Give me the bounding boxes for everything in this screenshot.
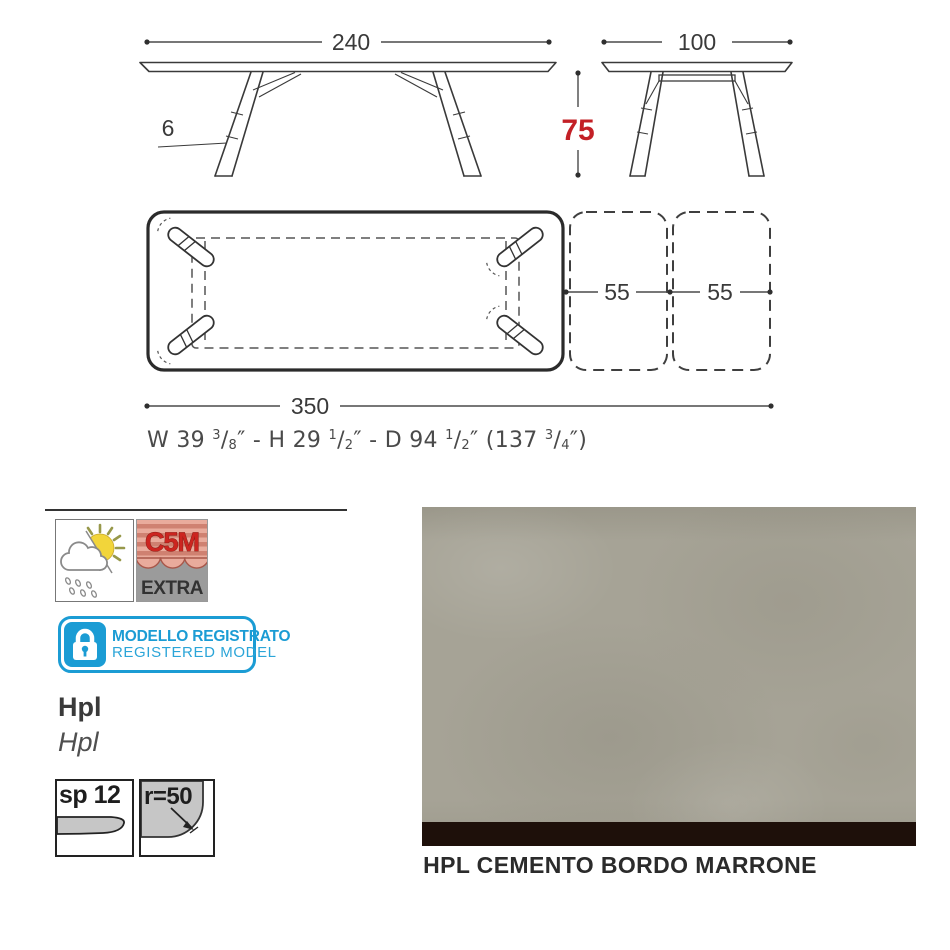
thickness-box: [55, 779, 134, 857]
lock-icon: [70, 628, 100, 662]
extension1-dim-label: 55: [604, 279, 630, 305]
height-dim-label: 75: [561, 114, 595, 147]
swatch-caption: HPL CEMENTO BORDO MARRONE: [423, 852, 817, 878]
extra-label: EXTRA: [141, 578, 203, 599]
registered-model-badge: [58, 616, 291, 673]
material-name-secondary: Hpl: [58, 727, 99, 757]
leg-thickness-dim-label: 6: [161, 115, 175, 141]
imperial-dimensions-text: W 39 $^3$/8″ - H 29 $^1$/2″ - D 94 $^1$/2″ (137 $^3$/4″): [147, 428, 588, 453]
corner-radius-box: [139, 779, 215, 857]
weather-resistance-box: [55, 519, 134, 602]
material-name-primary: Hpl: [58, 692, 102, 722]
c5m-corrosion-class-icon: [137, 520, 207, 601]
section-divider: [45, 509, 347, 511]
side-view-drawing: [601, 29, 792, 176]
thickness-label: sp 12: [59, 781, 121, 809]
front-width-dim-label: 240: [331, 29, 371, 55]
c5m-label: C5M: [144, 527, 200, 557]
front-view-drawing: [140, 29, 595, 178]
sun-cloud-rain-icon: [56, 520, 132, 600]
brown-edge-strip: [422, 822, 916, 846]
total-length-dim-label: 350: [290, 393, 330, 419]
c5m-extra-badge: [136, 519, 208, 602]
modello-registrato-label: MODELLO REGISTRATO: [112, 627, 291, 645]
registered-model-label: REGISTERED MODEL: [112, 643, 277, 661]
corner-radius-label: r=50: [144, 783, 193, 810]
side-width-dim-label: 100: [677, 29, 717, 55]
registered-model-text: [112, 628, 290, 662]
extension2-dim-label: 55: [707, 279, 733, 305]
lock-chip: [64, 622, 106, 667]
material-swatch-image: [422, 507, 916, 846]
top-view-drawing: [144, 212, 773, 419]
technical-drawing: [0, 0, 950, 470]
